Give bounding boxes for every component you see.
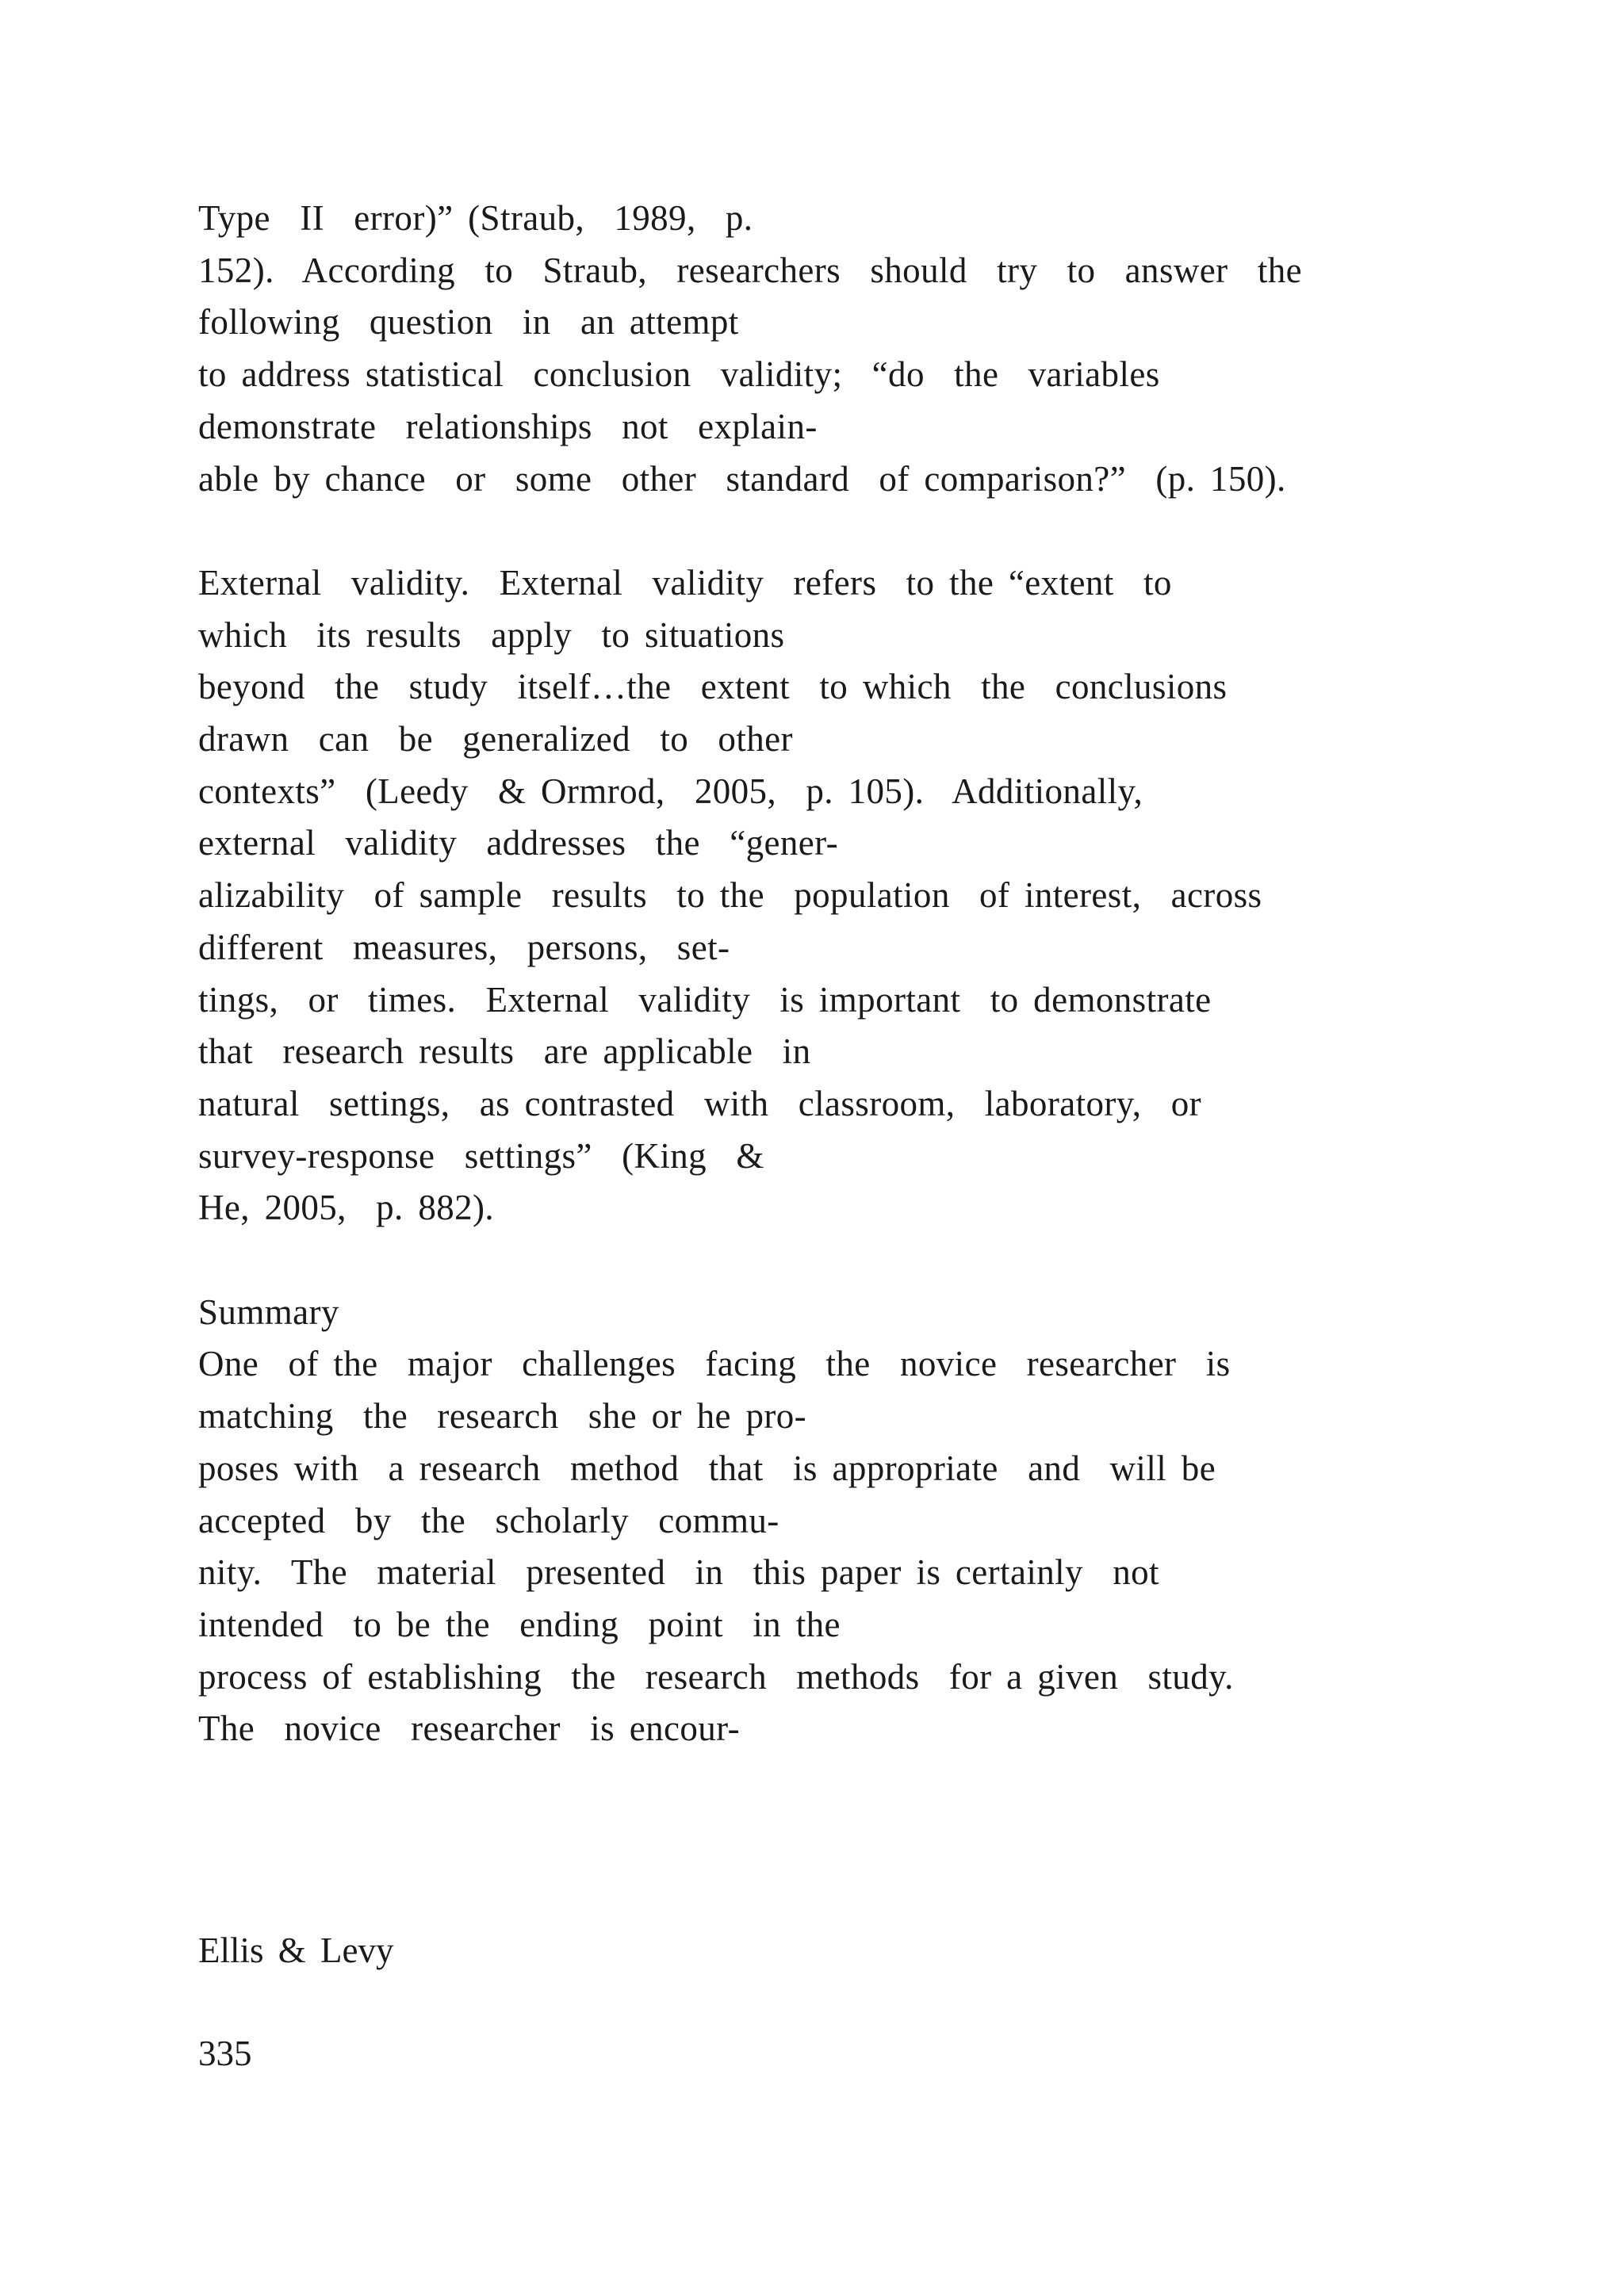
text-line: He, 2005, p. 882). <box>198 1188 495 1228</box>
body-text <box>198 193 1546 1755</box>
text-line: The novice researcher is encour- <box>198 1709 741 1749</box>
text-line: nity. The material presented in this paper is certainly not <box>198 1552 1159 1593</box>
text-line: 152). According to Straub, researchers should try to answer the <box>198 250 1302 290</box>
text-line: following question in an attempt <box>198 302 739 342</box>
text-line: different measures, persons, set- <box>198 927 730 967</box>
text-line: that research results are applicable in <box>198 1031 811 1072</box>
text-line: beyond the study itself…the extent to which the conclusions <box>198 667 1228 707</box>
running-head: Ellis & Levy <box>198 1931 394 1970</box>
text-line: matching the research she or he pro- <box>198 1396 807 1437</box>
text-line: able by chance or some other standard of comparison?” (p. 150). <box>198 458 1286 499</box>
text-line: External validity. External validity refers to the “extent to <box>198 562 1172 603</box>
text-line: alizability of sample results to the population of interest, across <box>198 875 1262 916</box>
text-line: which its results apply to situations <box>198 614 785 655</box>
text-line: drawn can be generalized to other <box>198 719 793 760</box>
text-line: accepted by the scholarly commu- <box>198 1500 779 1540</box>
text-line: One of the major challenges facing the novice researcher is <box>198 1344 1231 1384</box>
text-line: external validity addresses the “gener- <box>198 823 838 863</box>
paragraph-gap <box>198 505 1546 557</box>
text-line: contexts” (Leedy & Ormrod, 2005, p. 105). Additionally, <box>198 771 1143 811</box>
text-line: intended to be the ending point in the <box>198 1604 841 1644</box>
text-line: tings, or times. External validity is important to demonstrate <box>198 979 1212 1020</box>
text-line: process of establishing the research methods for a given study. <box>198 1656 1234 1697</box>
text-line: Type II error)” (Straub, 1989, p. <box>198 198 753 238</box>
text-line: Summary <box>198 1292 339 1332</box>
text-line: poses with a research method that is appropriate and will be <box>198 1448 1216 1488</box>
text-line: natural settings, as contrasted with classroom, laboratory, or <box>198 1083 1201 1123</box>
text-line: to address statistical conclusion validity; “do the variables <box>198 354 1160 395</box>
paragraph-gap <box>198 1234 1546 1287</box>
text-line: demonstrate relationships not explain- <box>198 406 818 446</box>
page-number: 335 <box>198 2034 252 2073</box>
text-line: survey-response settings” (King & <box>198 1135 764 1176</box>
